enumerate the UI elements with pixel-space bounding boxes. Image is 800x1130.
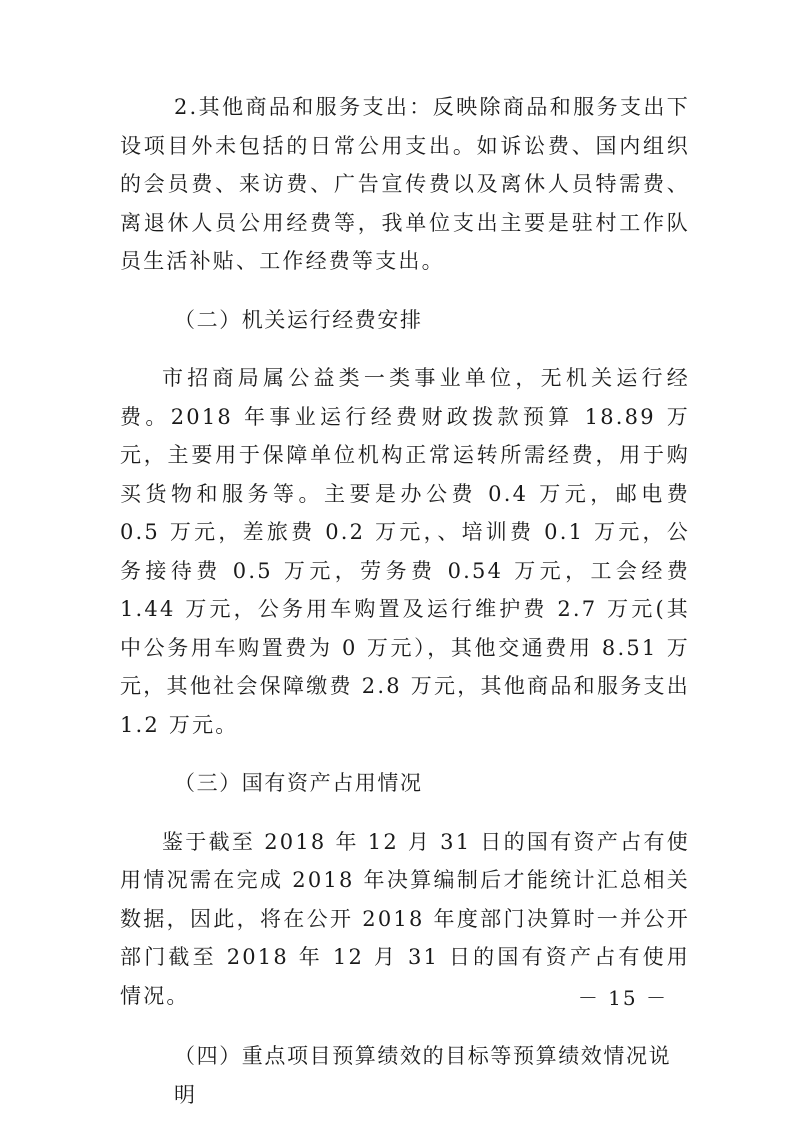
paragraph-operating-funds: 市招商局属公益类一类事业单位，无机关运行经费。2018 年事业运行经费财政拨款预算 18.89 万元，主要用于保障单位机构正常运转所需经费，用于购买货物和服务等。主要是办公费 0.4 万元，邮电费 0.5 万元，差旅费 0.2 万元，、培训费 0.1 万元，公务接待费 0.5 万元，劳务费 0.54 万元，工会经费 1.44 万元，公务用车购置及运行维护费 2.7 万元(其中公务用车购置费为 0 万元），其他交通费用 8.51 万元，其他社会保障缴费 2.8 万元，其他商品和服务支出 1.2 万元。 — [120, 366, 690, 737]
section-heading-state-assets: （三）国有资产占用情况 — [174, 771, 423, 795]
section-heading-performance-targets: （四）重点项目预算绩效的目标等预算绩效情况说明 — [174, 1044, 672, 1107]
page-number: － 15 － — [577, 986, 668, 1010]
section-heading-office-operating-funds: （二）机关运行经费安排 — [174, 307, 423, 332]
paragraph-state-assets: 鉴于截至 2018 年 12 月 31 日的国有资产占有使用情况需在完成 2018 年决算编制后才能统计汇总相关数据，因此，将在公开 2018 年度部门决算时一并公开部门截至 2018 年 12 月 31 日的国有资产占有使用情况。 — [120, 829, 690, 1008]
paragraph-other-goods-services: 2.其他商品和服务支出：反映除商品和服务支出下设项目外未包括的日常公用支出。如诉讼费、国内组织的会员费、来访费、广告宣传费以及离休人员特需费、离退休人员公用经费等，我单位支出主要是驻村工作队员生活补贴、工作经费等支出。 — [120, 95, 690, 273]
